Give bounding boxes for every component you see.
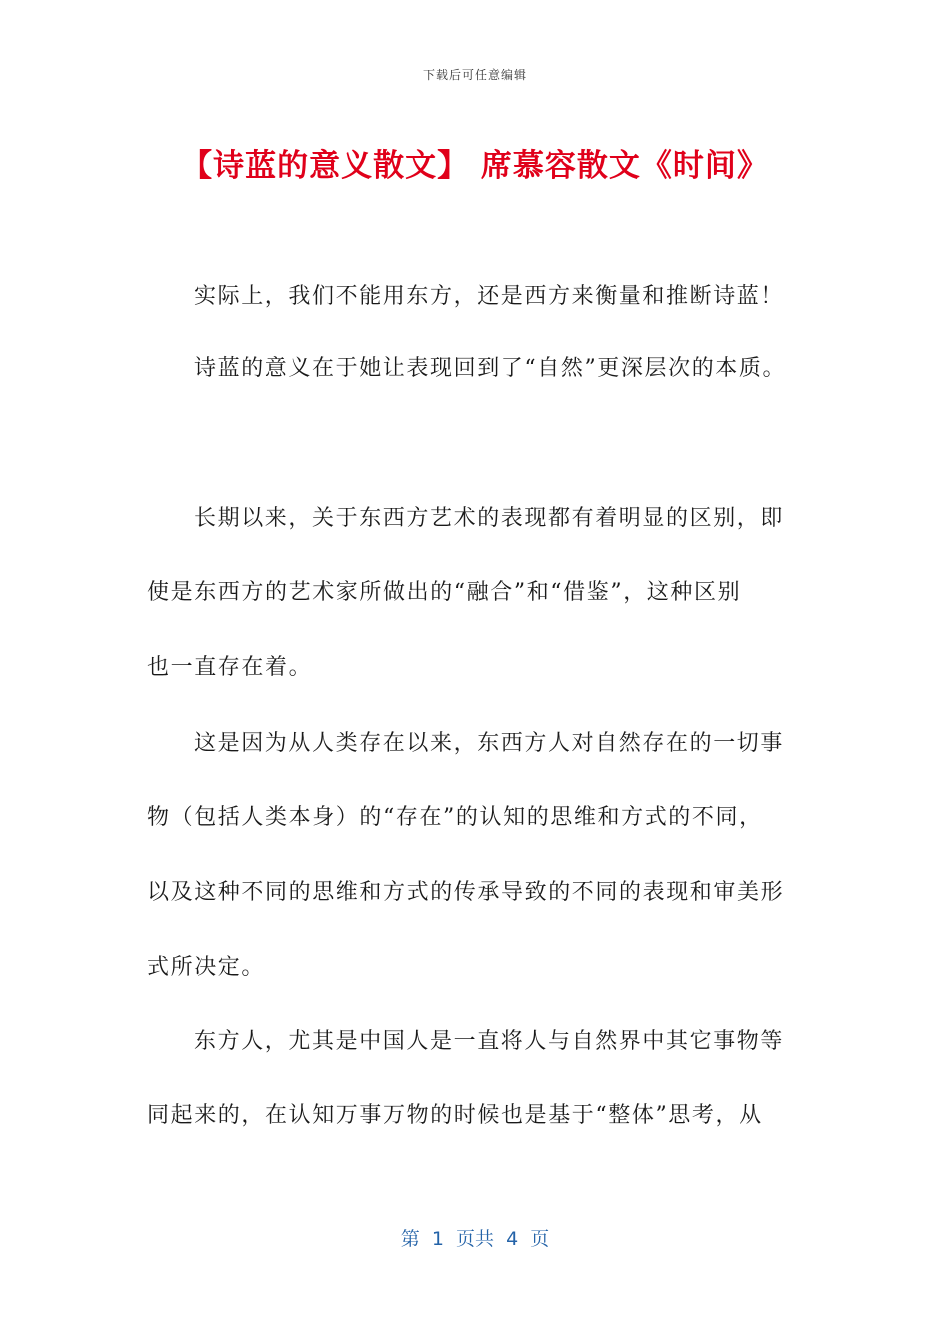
paragraph-line: 这是因为从人类存在以来，东西方人对自然存在的一切事 [194,731,785,756]
paragraph-line: 使是东西方的艺术家所做出的“融合”和“借鉴”，这种区别 [147,580,742,605]
paragraph-line: 式所决定。 [147,955,266,980]
paragraph-line: 物（包括人类本身）的“存在”的认知的思维和方式的不同， [147,805,763,830]
paragraph-line: 东方人，尤其是中国人是一直将人与自然界中其它事物等 [194,1029,785,1054]
paragraph-line: 以及这种不同的思维和方式的传承导致的不同的表现和审美形 [147,880,785,905]
paragraph-line: 实际上，我们不能用东方，还是西方来衡量和推断诗蓝！ [194,284,785,309]
document-title: 【诗蓝的意义散文】 席慕容散文《时间》 [181,148,769,184]
header-note: 下载后可任意编辑 [422,68,527,82]
paragraph-line: 也一直存在着。 [147,655,313,680]
paragraph-line: 诗蓝的意义在于她让表现回到了“自然”更深层次的本质。 [194,356,787,381]
paragraph-line: 长期以来，关于东西方艺术的表现都有着明显的区别，即 [194,506,785,531]
paragraph-line: 同起来的，在认知万事万物的时候也是基于“整体”思考，从 [147,1103,763,1128]
page-number-footer: 第 1 页共 4 页 [400,1228,550,1250]
